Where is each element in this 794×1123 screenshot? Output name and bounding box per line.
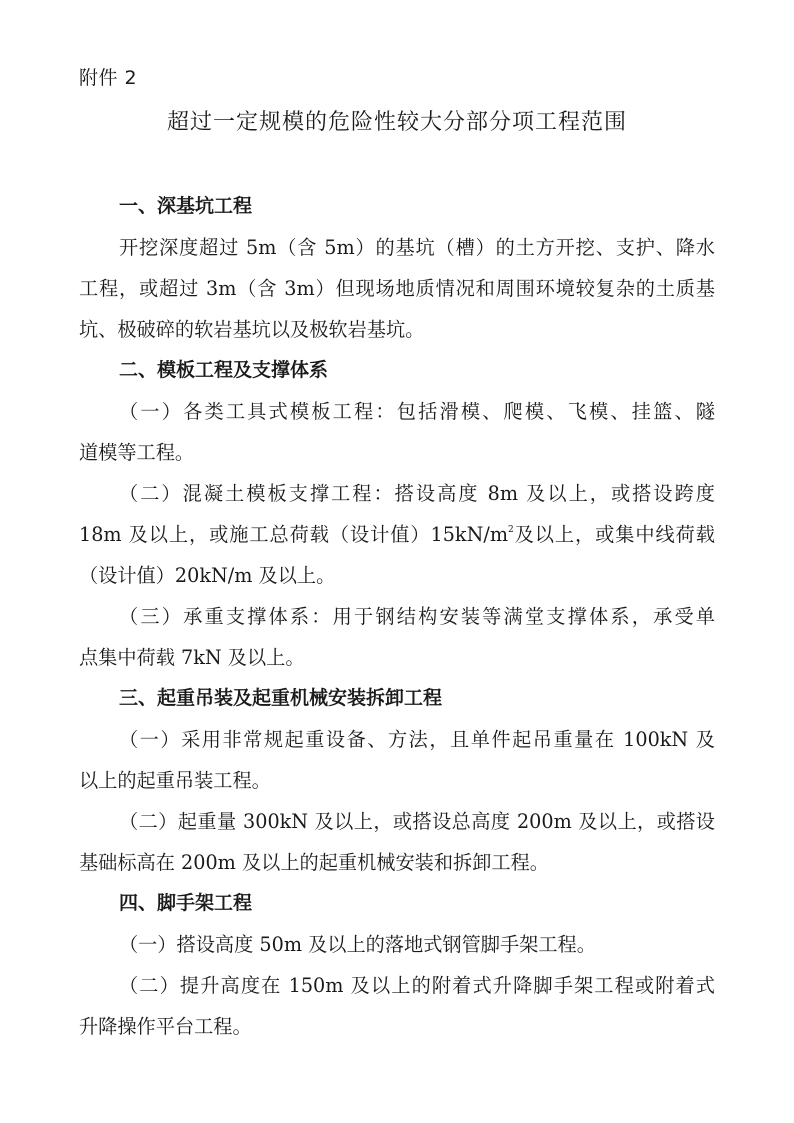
paragraph-line: 升降操作平台工程。: [79, 1015, 252, 1038]
paragraph-line: 点集中荷载 7kN 及以上。: [79, 646, 305, 669]
paragraph: [79, 473, 715, 596]
paragraph-line: （二）混凝土模板支撑工程：搭设高度 8m 及以上，或搭设跨度: [119, 482, 715, 505]
annex-label: 附件 2: [79, 67, 138, 89]
paragraph: [79, 924, 715, 965]
page-title: 超过一定规模的危险性较大分部分项工程范围: [166, 110, 627, 135]
paragraph-line: （一）搭设高度 50m 及以上的落地式钢管脚手架工程。: [119, 933, 596, 956]
document-body: [79, 186, 715, 1047]
paragraph: [79, 227, 715, 350]
paragraph-line: （二）提升高度在 150m 及以上的附着式升降脚手架工程或附着式: [119, 974, 715, 997]
paragraph: [79, 965, 715, 1047]
paragraph-line: （二）起重量 300kN 及以上，或搭设总高度 200m 及以上，或搭设: [119, 810, 715, 833]
section-heading-3: 三、起重吊装及起重机械安装拆卸工程: [119, 687, 443, 709]
paragraph-line: （三）承重支撑体系：用于钢结构安装等满堂支撑体系，承受单: [119, 605, 715, 628]
paragraph-line: 工程，或超过 3m（含 3m）但现场地质情况和周围环境较复杂的土质基: [79, 277, 715, 300]
paragraph-line: （一）各类工具式模板工程：包括滑模、爬模、飞模、挂篮、隧: [119, 400, 715, 423]
section-heading-1: 一、深基坑工程: [119, 195, 253, 217]
paragraph-line: 道模等工程。: [79, 441, 195, 464]
paragraph: [79, 801, 715, 883]
paragraph: [79, 719, 715, 801]
paragraph-line: 开挖深度超过 5m（含 5m）的基坑（槽）的土方开挖、支护、降水: [119, 236, 715, 259]
superscript-2: 2: [508, 525, 514, 535]
paragraph: [79, 596, 715, 678]
paragraph-line: 以上的起重吊装工程。: [79, 769, 271, 792]
line-text: 及以上，或集中线荷载: [513, 523, 715, 546]
line-text: 18m 及以上，或施工总荷载（设计值）15kN/m: [79, 523, 509, 546]
paragraph-line: （设计值）20kN/m 及以上。: [79, 564, 336, 587]
paragraph-line: （一）采用非常规起重设备、方法，且单件起吊重量在 100kN 及: [119, 728, 715, 751]
paragraph-line: [79, 514, 715, 555]
section-heading-2: 二、模板工程及支撑体系: [119, 359, 329, 381]
paragraph-line: 坑、极破碎的软岩基坑以及极软岩基坑。: [79, 318, 425, 341]
paragraph: [79, 391, 715, 473]
section-heading-4: 四、脚手架工程: [119, 892, 253, 914]
paragraph-line: 基础标高在 200m 及以上的起重机械安装和拆卸工程。: [79, 851, 549, 874]
